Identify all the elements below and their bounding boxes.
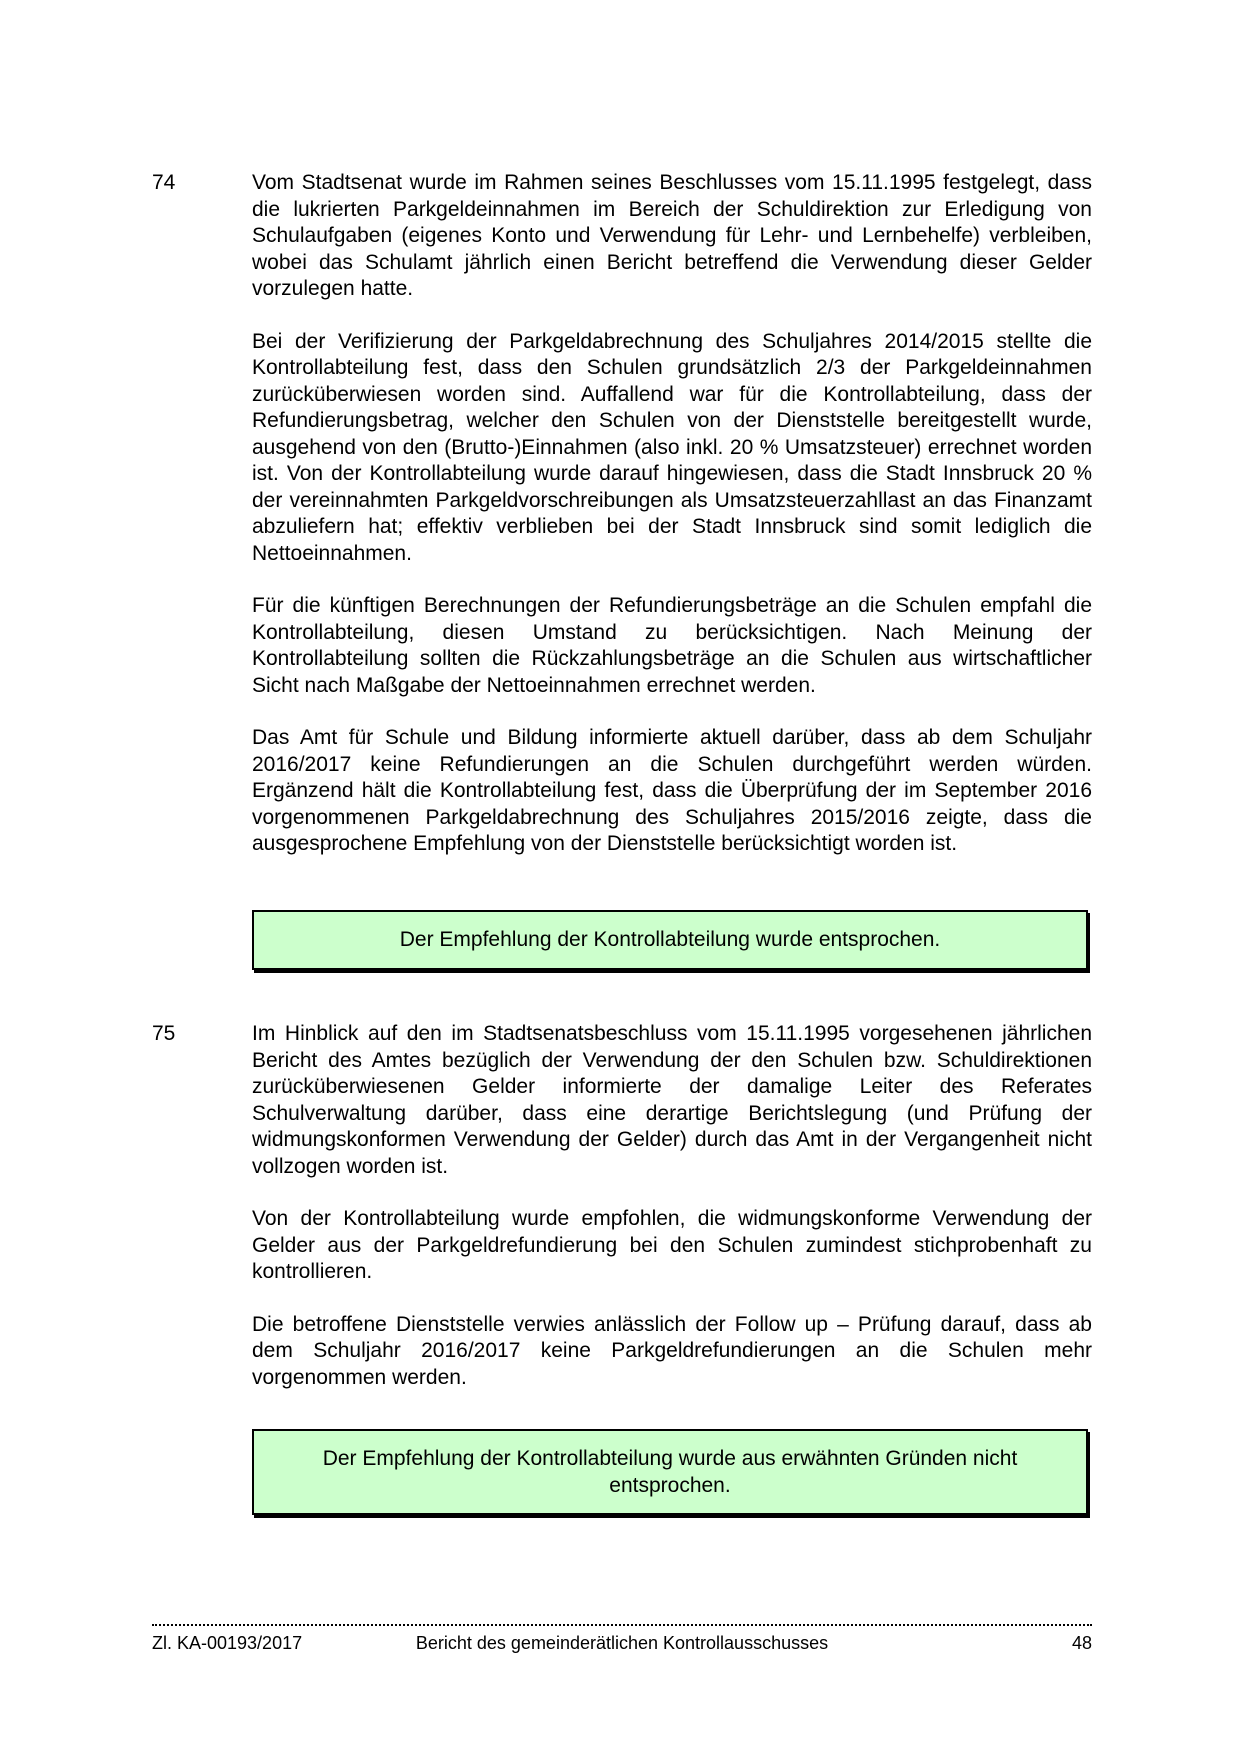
section-body (252, 1021, 1092, 1417)
paragraph: Bei der Verifizierung der Parkgeldabrechnung des Schuljahres 2014/2015 stellte die Kontrollabteilung fest, dass den Schulen grundsätzlich 2/3 der Parkgeldeinnahmen zurücküberwiesen worden sind. Auffallend war für die Kontrollabteilung, dass der Refundierungsbetrag, welcher den Schulen von der Dienststelle bereitgestellt wurde, ausgehend von den (Brutto-)Einnahmen (also inkl. 20 % Umsatzsteuer) errechnet worden ist. Von der Kontrollabteilung wurde darauf hingewiesen, dass die Stadt Innsbruck 20 % der vereinnahmten Parkgeldvorschreibungen als Umsatzsteuerzahllast an das Finanzamt abzuliefern hat; effektiv verblieben bei der Stadt Innsbruck sind somit lediglich die Nettoeinnahmen. (252, 329, 1092, 565)
paragraph: Für die künftigen Berechnungen der Refundierungsbeträge an die Schulen empfahl die Kontrollabteilung, diesen Umstand zu berücksichtigen. Nach Meinung der Kontrollabteilung sollten die Rückzahlungsbeträge an die Schulen aus wirtschaftlicher Sicht nach Maßgabe der Nettoeinnahmen errechnet werden. (252, 594, 1092, 697)
page-footer (152, 1632, 1092, 1656)
paragraph: Die betroffene Dienststelle verwies anlässlich der Follow up – Prüfung darauf, dass ab dem Schuljahr 2016/2017 keine Parkgeldrefundierungen an die Schulen mehr vorgenommen werden. (252, 1312, 1092, 1389)
section-number: 75 (152, 1022, 176, 1045)
report-title: Bericht des gemeinderätlichen Kontrollausschusses (415, 1633, 829, 1653)
section-number: 74 (152, 171, 176, 194)
page-number: 48 (1071, 1633, 1092, 1653)
footer-divider (152, 1624, 1092, 1626)
recommendation-status-text: Der Empfehlung der Kontrollabteilung wurde aus erwähnten Gründen nicht entsprochen. (322, 1447, 1018, 1497)
paragraph: Vom Stadtsenat wurde im Rahmen seines Beschlusses vom 15.11.1995 festgelegt, dass die lukrierten Parkgeldeinnahmen im Bereich der Schuldirektion zur Erledigung von Schulaufgaben (eigenes Konto und Verwendung für Lehr- und Lernbehelfe) verbleiben, wobei das Schulamt jährlich einen Bericht betreffend die Verwendung dieser Gelder vorzulegen hatte. (252, 171, 1092, 300)
paragraph: Im Hinblick auf den im Stadtsenatsbeschluss vom 15.11.1995 vorgesehenen jährlichen Bericht des Amtes bezüglich der Verwendung der den Schulen bzw. Schuldirektionen zurücküberwiesenen Gelder informierte der damalige Leiter des Referates Schulverwaltung darüber, dass eine derartige Berichtslegung (und Prüfung der widmungskonformen Verwendung der Gelder) durch das Amt in der Vergangenheit nicht vollzogen worden ist. (252, 1022, 1092, 1178)
recommendation-status-box (252, 1429, 1088, 1515)
recommendation-status-box (252, 910, 1088, 970)
section-75 (152, 1021, 1092, 1551)
paragraph: Von der Kontrollabteilung wurde empfohlen, die widmungskonforme Verwendung der Gelder aus der Parkgeldrefundierung bei den Schulen zumindest stichprobenhaft zu kontrollieren. (252, 1207, 1092, 1283)
recommendation-status-text: Der Empfehlung der Kontrollabteilung wurde entsprochen. (399, 927, 941, 951)
section-body (252, 170, 1092, 884)
document-reference: Zl. KA-00193/2017 (152, 1633, 303, 1653)
section-74 (152, 170, 1092, 980)
paragraph: Das Amt für Schule und Bildung informierte aktuell darüber, dass ab dem Schuljahr 2016/2017 keine Refundierungen an die Schulen durchgeführt werden würden. Ergänzend hält die Kontrollabteilung fest, dass die Überprüfung der im September 2016 vorgenommenen Parkgeldabrechnung des Schuljahres 2015/2016 zeigte, dass die ausgesprochene Empfehlung von der Dienststelle berücksichtigt worden ist. (252, 726, 1092, 855)
